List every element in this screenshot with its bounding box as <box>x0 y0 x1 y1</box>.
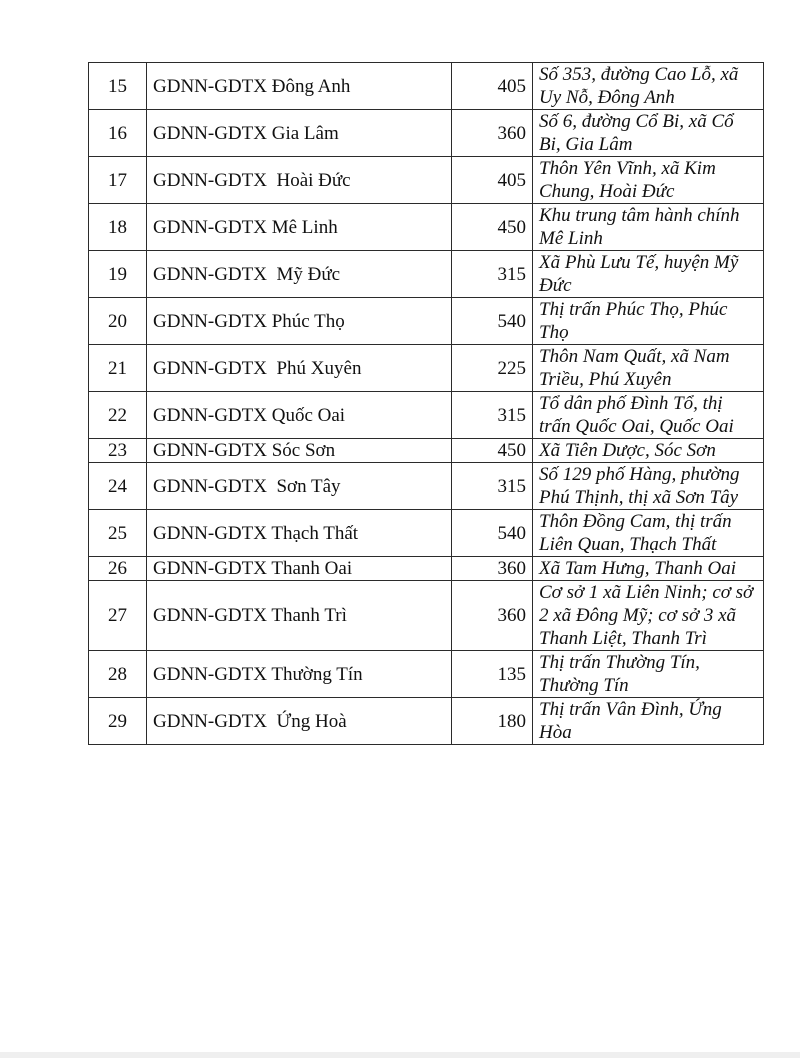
center-address: Thôn Đồng Cam, thị trấn Liên Quan, Thạch Thất <box>533 510 764 557</box>
row-number: 24 <box>89 463 147 510</box>
center-address: Cơ sở 1 xã Liên Ninh; cơ sở 2 xã Đông Mỹ; cơ sở 3 xã Thanh Liệt, Thanh Trì <box>533 581 764 651</box>
row-number: 21 <box>89 345 147 392</box>
row-number: 22 <box>89 392 147 439</box>
center-name: GDNN-GDTX Thạch Thất <box>147 510 452 557</box>
enrollment-count: 225 <box>452 345 533 392</box>
center-address: Xã Tam Hưng, Thanh Oai <box>533 557 764 581</box>
page-bottom-edge <box>0 1052 800 1058</box>
center-name: GDNN-GDTX Phúc Thọ <box>147 298 452 345</box>
enrollment-count: 360 <box>452 110 533 157</box>
enrollment-count: 540 <box>452 298 533 345</box>
center-address: Số 353, đường Cao Lỗ, xã Uy Nỗ, Đông Anh <box>533 63 764 110</box>
enrollment-count: 360 <box>452 581 533 651</box>
center-name: GDNN-GDTX Hoài Đức <box>147 157 452 204</box>
table-row <box>89 110 764 157</box>
table-row <box>89 63 764 110</box>
table-row <box>89 204 764 251</box>
row-number: 20 <box>89 298 147 345</box>
row-number: 16 <box>89 110 147 157</box>
row-number: 18 <box>89 204 147 251</box>
table-row <box>89 557 764 581</box>
table-row <box>89 392 764 439</box>
center-name: GDNN-GDTX Sơn Tây <box>147 463 452 510</box>
center-address: Khu trung tâm hành chính Mê Linh <box>533 204 764 251</box>
enrollment-count: 540 <box>452 510 533 557</box>
center-address: Số 129 phố Hàng, phường Phú Thịnh, thị xã Sơn Tây <box>533 463 764 510</box>
enrollment-count: 450 <box>452 204 533 251</box>
row-number: 28 <box>89 651 147 698</box>
center-address: Thôn Nam Quất, xã Nam Triều, Phú Xuyên <box>533 345 764 392</box>
center-address: Số 6, đường Cổ Bi, xã Cổ Bi, Gia Lâm <box>533 110 764 157</box>
table-row <box>89 157 764 204</box>
enrollment-count: 405 <box>452 63 533 110</box>
enrollment-count: 450 <box>452 439 533 463</box>
center-address: Xã Tiên Dược, Sóc Sơn <box>533 439 764 463</box>
center-address: Thị trấn Phúc Thọ, Phúc Thọ <box>533 298 764 345</box>
enrollment-count: 315 <box>452 392 533 439</box>
table-row <box>89 698 764 745</box>
center-name: GDNN-GDTX Đông Anh <box>147 63 452 110</box>
table-row <box>89 581 764 651</box>
table-row <box>89 463 764 510</box>
center-address: Xã Phù Lưu Tế, huyện Mỹ Đức <box>533 251 764 298</box>
center-name: GDNN-GDTX Thanh Trì <box>147 581 452 651</box>
center-name: GDNN-GDTX Gia Lâm <box>147 110 452 157</box>
table-row <box>89 439 764 463</box>
table-row <box>89 651 764 698</box>
row-number: 26 <box>89 557 147 581</box>
center-address: Thị trấn Vân Đình, Ứng Hòa <box>533 698 764 745</box>
row-number: 15 <box>89 63 147 110</box>
row-number: 29 <box>89 698 147 745</box>
enrollment-count: 180 <box>452 698 533 745</box>
center-address: Thị trấn Thường Tín, Thường Tín <box>533 651 764 698</box>
row-number: 25 <box>89 510 147 557</box>
enrollment-count: 315 <box>452 251 533 298</box>
center-name: GDNN-GDTX Ứng Hoà <box>147 698 452 745</box>
centers-table <box>88 62 764 745</box>
center-name: GDNN-GDTX Sóc Sơn <box>147 439 452 463</box>
row-number: 19 <box>89 251 147 298</box>
center-name: GDNN-GDTX Phú Xuyên <box>147 345 452 392</box>
center-name: GDNN-GDTX Mê Linh <box>147 204 452 251</box>
center-address: Tổ dân phố Đình Tổ, thị trấn Quốc Oai, Quốc Oai <box>533 392 764 439</box>
center-name: GDNN-GDTX Quốc Oai <box>147 392 452 439</box>
row-number: 23 <box>89 439 147 463</box>
row-number: 17 <box>89 157 147 204</box>
center-address: Thôn Yên Vĩnh, xã Kim Chung, Hoài Đức <box>533 157 764 204</box>
enrollment-count: 315 <box>452 463 533 510</box>
table-row <box>89 345 764 392</box>
row-number: 27 <box>89 581 147 651</box>
enrollment-count: 405 <box>452 157 533 204</box>
center-name: GDNN-GDTX Mỹ Đức <box>147 251 452 298</box>
table-row <box>89 298 764 345</box>
table-row <box>89 251 764 298</box>
center-name: GDNN-GDTX Thường Tín <box>147 651 452 698</box>
enrollment-count: 360 <box>452 557 533 581</box>
enrollment-count: 135 <box>452 651 533 698</box>
table-row <box>89 510 764 557</box>
center-name: GDNN-GDTX Thanh Oai <box>147 557 452 581</box>
